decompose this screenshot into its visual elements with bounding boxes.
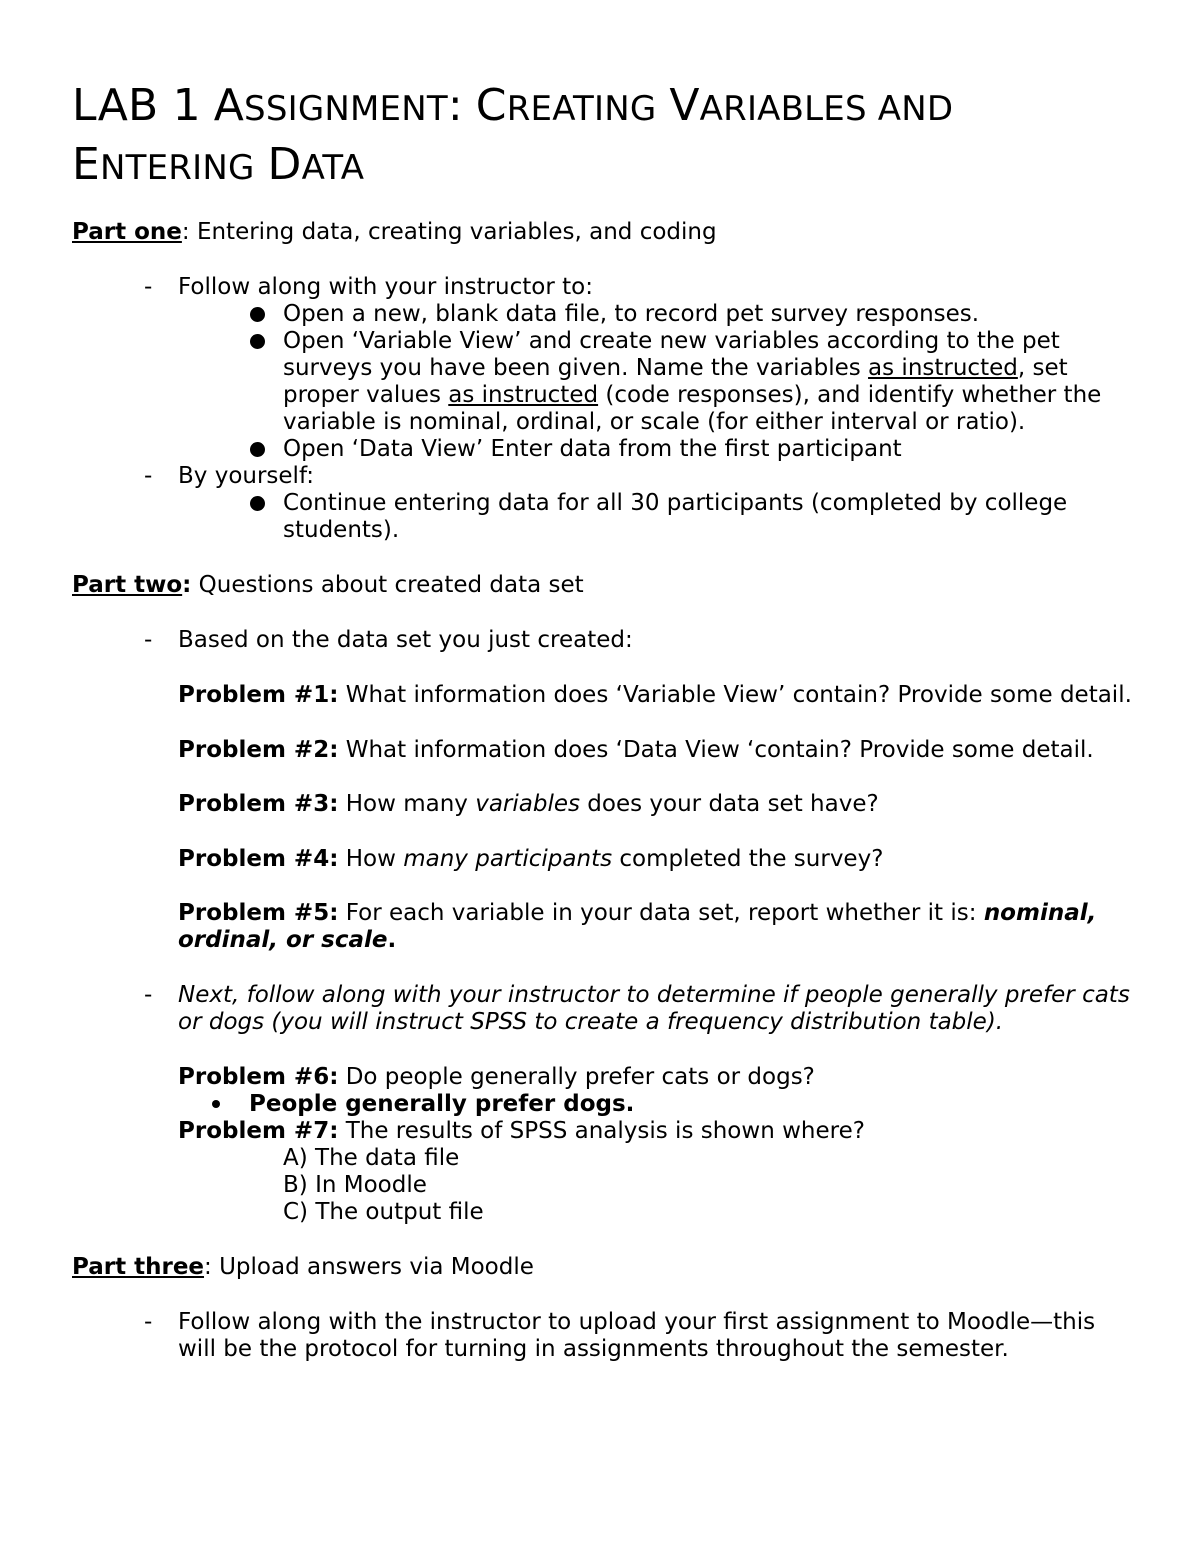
bullet-icon: [250, 442, 265, 457]
list-item: - Follow along with the instructor to upload your first assignment to Moodle—this will be the protocol for turning in assignments throughout the semester.: [144, 1309, 1096, 1362]
problem-6: Problem #6: Do people generally prefer cats or dogs?: [178, 1064, 815, 1090]
document-page: [72, 78, 1132, 1363]
problem-2: Problem #2: What information does ‘Data View ‘contain? Provide some detail.: [178, 737, 1094, 763]
bullet-icon: [250, 496, 265, 511]
list-item: - Next, follow along with your instructor to determine if people generally prefer cats or dogs (you will instruct SPSS to create a frequency distribution table).: [144, 982, 1130, 1035]
problem-4: Problem #4: How many participants completed the survey?: [178, 846, 884, 872]
list-item: - By yourself:: [144, 463, 314, 489]
part-two-heading: Part two: Questions about created data set: [72, 572, 584, 598]
list-item: Open ‘Variable View’ and create new variables according to the pet surveys you have been given. Name the variables as instructed, set proper values as instructed (code responses), and identify whether the variable is nominal, ordinal, or scale (for either interval or ratio).: [72, 328, 1132, 436]
choice-c: C) The output file: [283, 1199, 484, 1225]
list-item: - Based on the data set you just created:: [144, 627, 633, 653]
part-one-heading: Part one: Entering data, creating variables, and coding: [72, 219, 717, 245]
choice-a: A) The data file: [283, 1145, 460, 1171]
list-item: Continue entering data for all 30 participants (completed by college students).: [72, 490, 1132, 544]
list-item: Open a new, blank data file, to record pet survey responses.: [72, 301, 1132, 328]
list-item: - Follow along with your instructor to:: [144, 274, 593, 300]
bullet-icon: [250, 307, 265, 322]
bullet-icon: [250, 334, 265, 349]
problem-3: Problem #3: How many variables does your data set have?: [178, 791, 879, 817]
problem-6-answer: People generally prefer dogs.: [72, 1091, 1132, 1118]
page-title: LAB 1 ASSIGNMENT: CREATING VARIABLES AND ENTERING DATA: [72, 80, 954, 190]
problem-1: Problem #1: What information does ‘Variable View’ contain? Provide some detail.: [178, 682, 1132, 708]
bullet-icon: [212, 1100, 220, 1108]
part-three-heading: Part three: Upload answers via Moodle: [72, 1254, 534, 1280]
problem-7: Problem #7: The results of SPSS analysis is shown where?: [178, 1118, 865, 1144]
problem-5: Problem #5: For each variable in your data set, report whether it is: nominal, ordinal, or scale.: [178, 900, 1097, 953]
choice-b: B) In Moodle: [283, 1172, 427, 1198]
list-item: Open ‘Data View’ Enter data from the first participant: [72, 436, 1132, 463]
